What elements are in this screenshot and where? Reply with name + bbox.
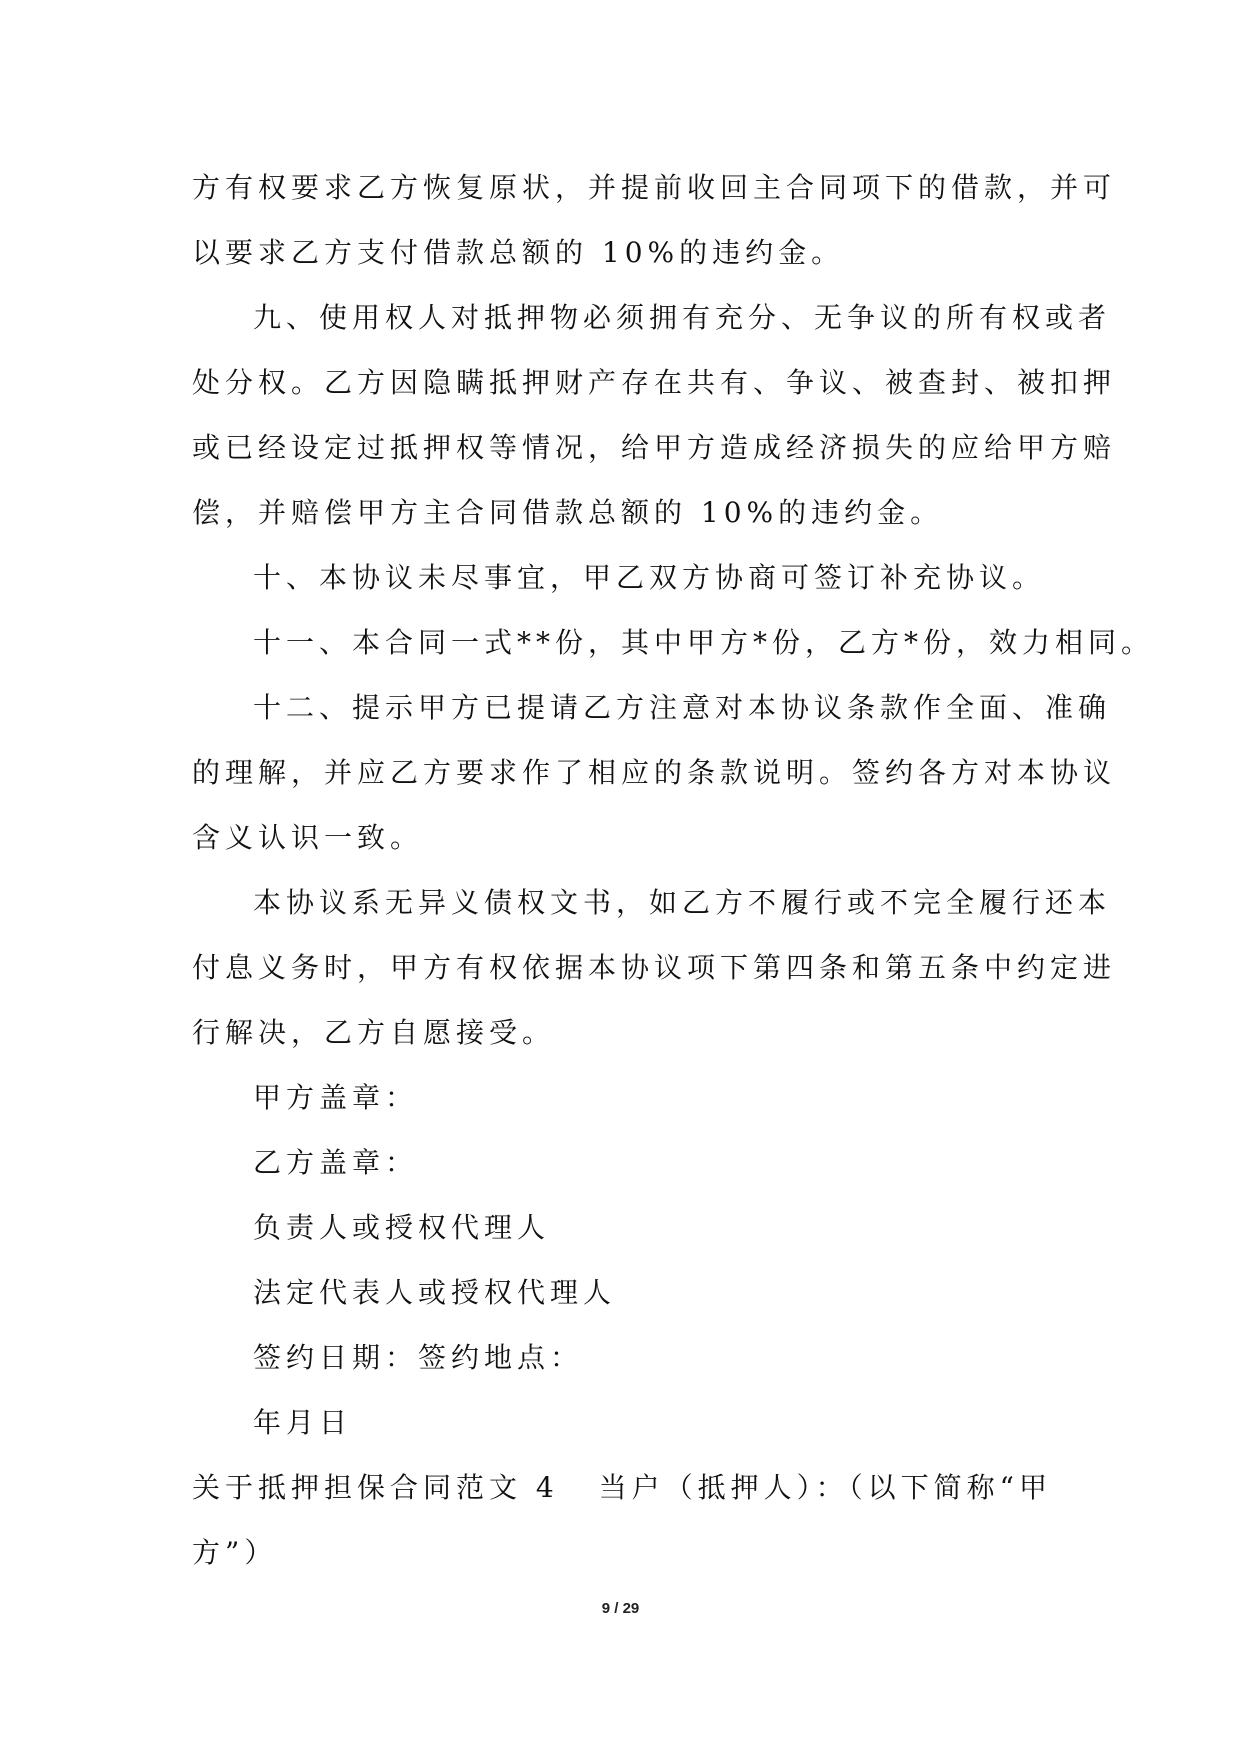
text-line: 签约日期：签约地点： (253, 1341, 584, 1374)
text-line: 十二、提示甲方已提请乙方注意对本协议条款作全面、准确 (253, 691, 1112, 724)
paragraph-clause-10 (192, 545, 1052, 610)
signature-party-a-seal (192, 1065, 1052, 1130)
text-line: 或已经设定过抵押权等情况，给甲方造成经济损失的应给甲方赔 (192, 431, 1117, 464)
text-line: 以要求乙方支付借款总额的 10%的违约金。 (192, 236, 845, 269)
text-line: 偿，并赔偿甲方主合同借款总额的 10%的违约金。 (192, 496, 944, 529)
paragraph-clause-11 (192, 610, 1155, 675)
signature-party-b-seal (192, 1130, 1052, 1195)
signing-date-placeholder (192, 1390, 1052, 1455)
page-number: 9 / 29 (601, 1600, 640, 1617)
paragraph-debt-instrument (192, 870, 1117, 1065)
text-line: 行解决，乙方自愿接受。 (192, 1016, 556, 1049)
section-title: 关于抵押担保合同范文 4 (192, 1471, 559, 1504)
section-intro-continuation: 方”） (192, 1536, 278, 1569)
text-line: 九、使用权人对抵押物必须拥有充分、无争议的所有权或者 (253, 301, 1112, 334)
text-line: 的理解，并应乙方要求作了相应的条款说明。签约各方对本协议 (192, 756, 1117, 789)
text-line: 负责人或授权代理人 (253, 1211, 551, 1244)
next-section-heading (192, 1455, 1052, 1520)
signing-date-and-place (192, 1325, 1052, 1390)
text-line: 十一、本合同一式**份，其中甲方*份，乙方*份，效力相同。 (253, 626, 1155, 659)
section-intro: 当户（抵押人）：（以下简称“甲 (598, 1471, 1052, 1504)
document-body (192, 155, 1155, 1585)
text-line: 方有权要求乙方恢复原状，并提前收回主合同项下的借款，并可 (192, 171, 1117, 204)
paragraph-clause-9 (192, 285, 1117, 545)
signature-legal-representative (192, 1260, 1052, 1325)
text-line: 乙方盖章： (253, 1146, 419, 1179)
text-line: 年月日 (253, 1406, 353, 1439)
text-line: 含义认识一致。 (192, 821, 424, 854)
paragraph-clause-12 (192, 675, 1117, 870)
text-line: 本协议系无异义债权文书，如乙方不履行或不完全履行还本 (253, 886, 1112, 919)
text-line: 甲方盖章： (253, 1081, 419, 1114)
text-line: 处分权。乙方因隐瞒抵押财产存在共有、争议、被查封、被扣押 (192, 366, 1117, 399)
signature-responsible-person (192, 1195, 1052, 1260)
paragraph-clause-8-continued (192, 155, 1117, 285)
text-line: 法定代表人或授权代理人 (253, 1276, 617, 1309)
text-line: 十、本协议未尽事宜，甲乙双方协商可签订补充协议。 (253, 561, 1046, 594)
text-line: 付息义务时，甲方有权依据本协议项下第四条和第五条中约定进 (192, 951, 1117, 984)
